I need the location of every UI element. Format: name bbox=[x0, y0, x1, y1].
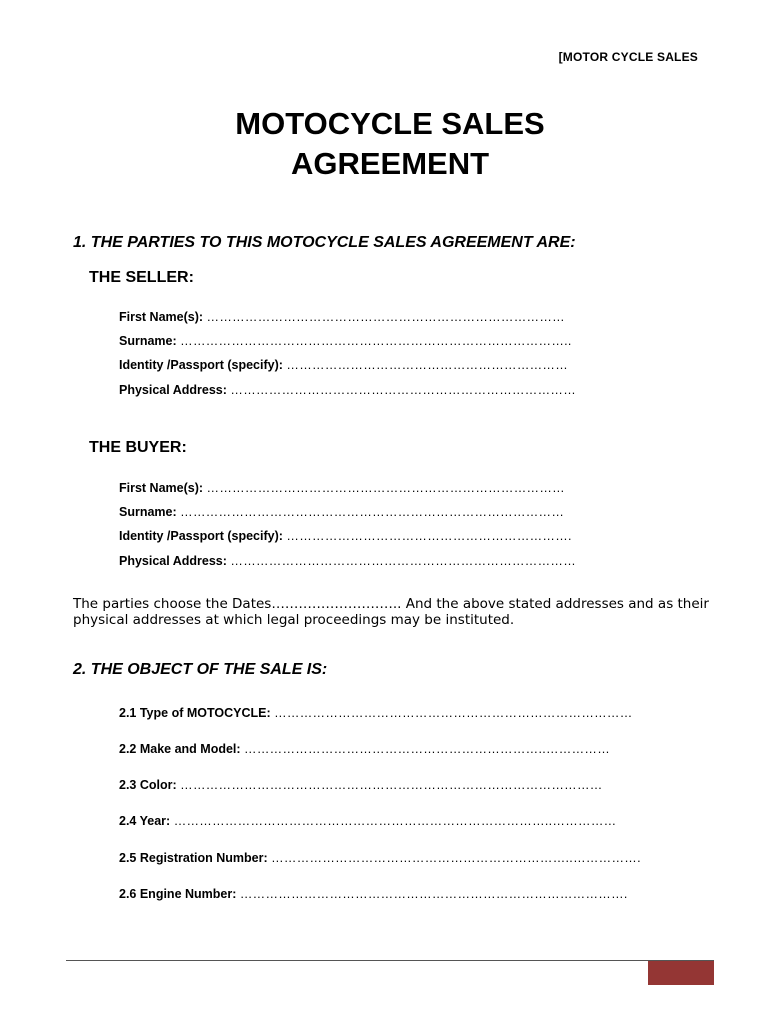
make-model-field bbox=[119, 742, 610, 756]
field-blank: ……………………………………………………………………………..…………… bbox=[173, 814, 617, 828]
field-label: 2.2 Make and Model: bbox=[119, 742, 241, 756]
field-label: 2.3 Color: bbox=[119, 778, 177, 792]
buyer-identity-field bbox=[119, 529, 572, 543]
field-blank: ………………………………………………………………………… bbox=[206, 481, 565, 495]
field-label: Surname: bbox=[119, 505, 177, 519]
field-blank: ……………………………………………………………………… bbox=[230, 554, 577, 568]
motorcycle-type-field bbox=[119, 706, 633, 720]
seller-heading: THE SELLER: bbox=[89, 269, 194, 286]
header-tag: [MOTOR CYCLE SALES bbox=[558, 50, 698, 64]
buyer-surname-field bbox=[119, 505, 564, 519]
field-blank: ……………………………………………………………..…………… bbox=[244, 742, 610, 756]
field-blank: ……………………………………………………………………………………… bbox=[180, 778, 603, 792]
field-label: Physical Address: bbox=[119, 554, 227, 568]
footer-accent-box bbox=[648, 961, 714, 985]
field-blank: ………………………………………………………………………………. bbox=[239, 887, 628, 901]
page-title bbox=[0, 104, 768, 184]
field-blank: ……………………………………………………………………………….. bbox=[180, 334, 572, 348]
field-blank: ……………………………………………………………………… bbox=[230, 383, 577, 397]
buyer-heading: THE BUYER: bbox=[89, 439, 187, 456]
seller-address-field bbox=[119, 383, 576, 397]
seller-surname-field bbox=[119, 334, 572, 348]
buyer-address-field bbox=[119, 554, 576, 568]
color-field bbox=[119, 778, 603, 792]
field-blank: …………………………………………………………. bbox=[286, 529, 572, 543]
field-blank: ………………………………………………………… bbox=[286, 358, 569, 372]
field-blank: ……………………………………………………………..……………. bbox=[271, 851, 641, 865]
field-label: First Name(s): bbox=[119, 481, 204, 495]
field-blank: ………………………………………………………………………… bbox=[206, 310, 565, 324]
field-label: Surname: bbox=[119, 334, 177, 348]
title-line-2: AGREEMENT bbox=[290, 146, 490, 181]
buyer-first-name-field bbox=[119, 481, 565, 495]
field-label: 2.6 Engine Number: bbox=[119, 887, 237, 901]
field-label: 2.4 Year: bbox=[119, 814, 171, 828]
field-label: Physical Address: bbox=[119, 383, 227, 397]
parties-paragraph: The parties choose the Dates……………………….. And the above stated addresses and as their physical addresses at which legal proceedings may be instituted. bbox=[73, 596, 709, 628]
field-label: 2.5 Registration Number: bbox=[119, 851, 268, 865]
footer-rule bbox=[66, 960, 714, 961]
title-line-1: MOTOCYCLE SALES bbox=[235, 106, 545, 141]
seller-identity-field bbox=[119, 358, 568, 372]
seller-first-name-field bbox=[119, 310, 565, 324]
field-label: Identity /Passport (specify): bbox=[119, 529, 283, 543]
section-2-heading: 2. THE OBJECT OF THE SALE IS: bbox=[73, 661, 328, 678]
field-blank: ……………………………………………………………………………… bbox=[180, 505, 565, 519]
year-field bbox=[119, 814, 616, 828]
engine-number-field bbox=[119, 887, 628, 901]
field-label: Identity /Passport (specify): bbox=[119, 358, 283, 372]
registration-number-field bbox=[119, 851, 641, 865]
field-label: 2.1 Type of MOTOCYCLE: bbox=[119, 706, 271, 720]
section-1-heading: 1. THE PARTIES TO THIS MOTOCYCLE SALES AGREEMENT ARE: bbox=[73, 234, 576, 251]
field-label: First Name(s): bbox=[119, 310, 204, 324]
field-blank: ………………………………………………………………………… bbox=[274, 706, 633, 720]
